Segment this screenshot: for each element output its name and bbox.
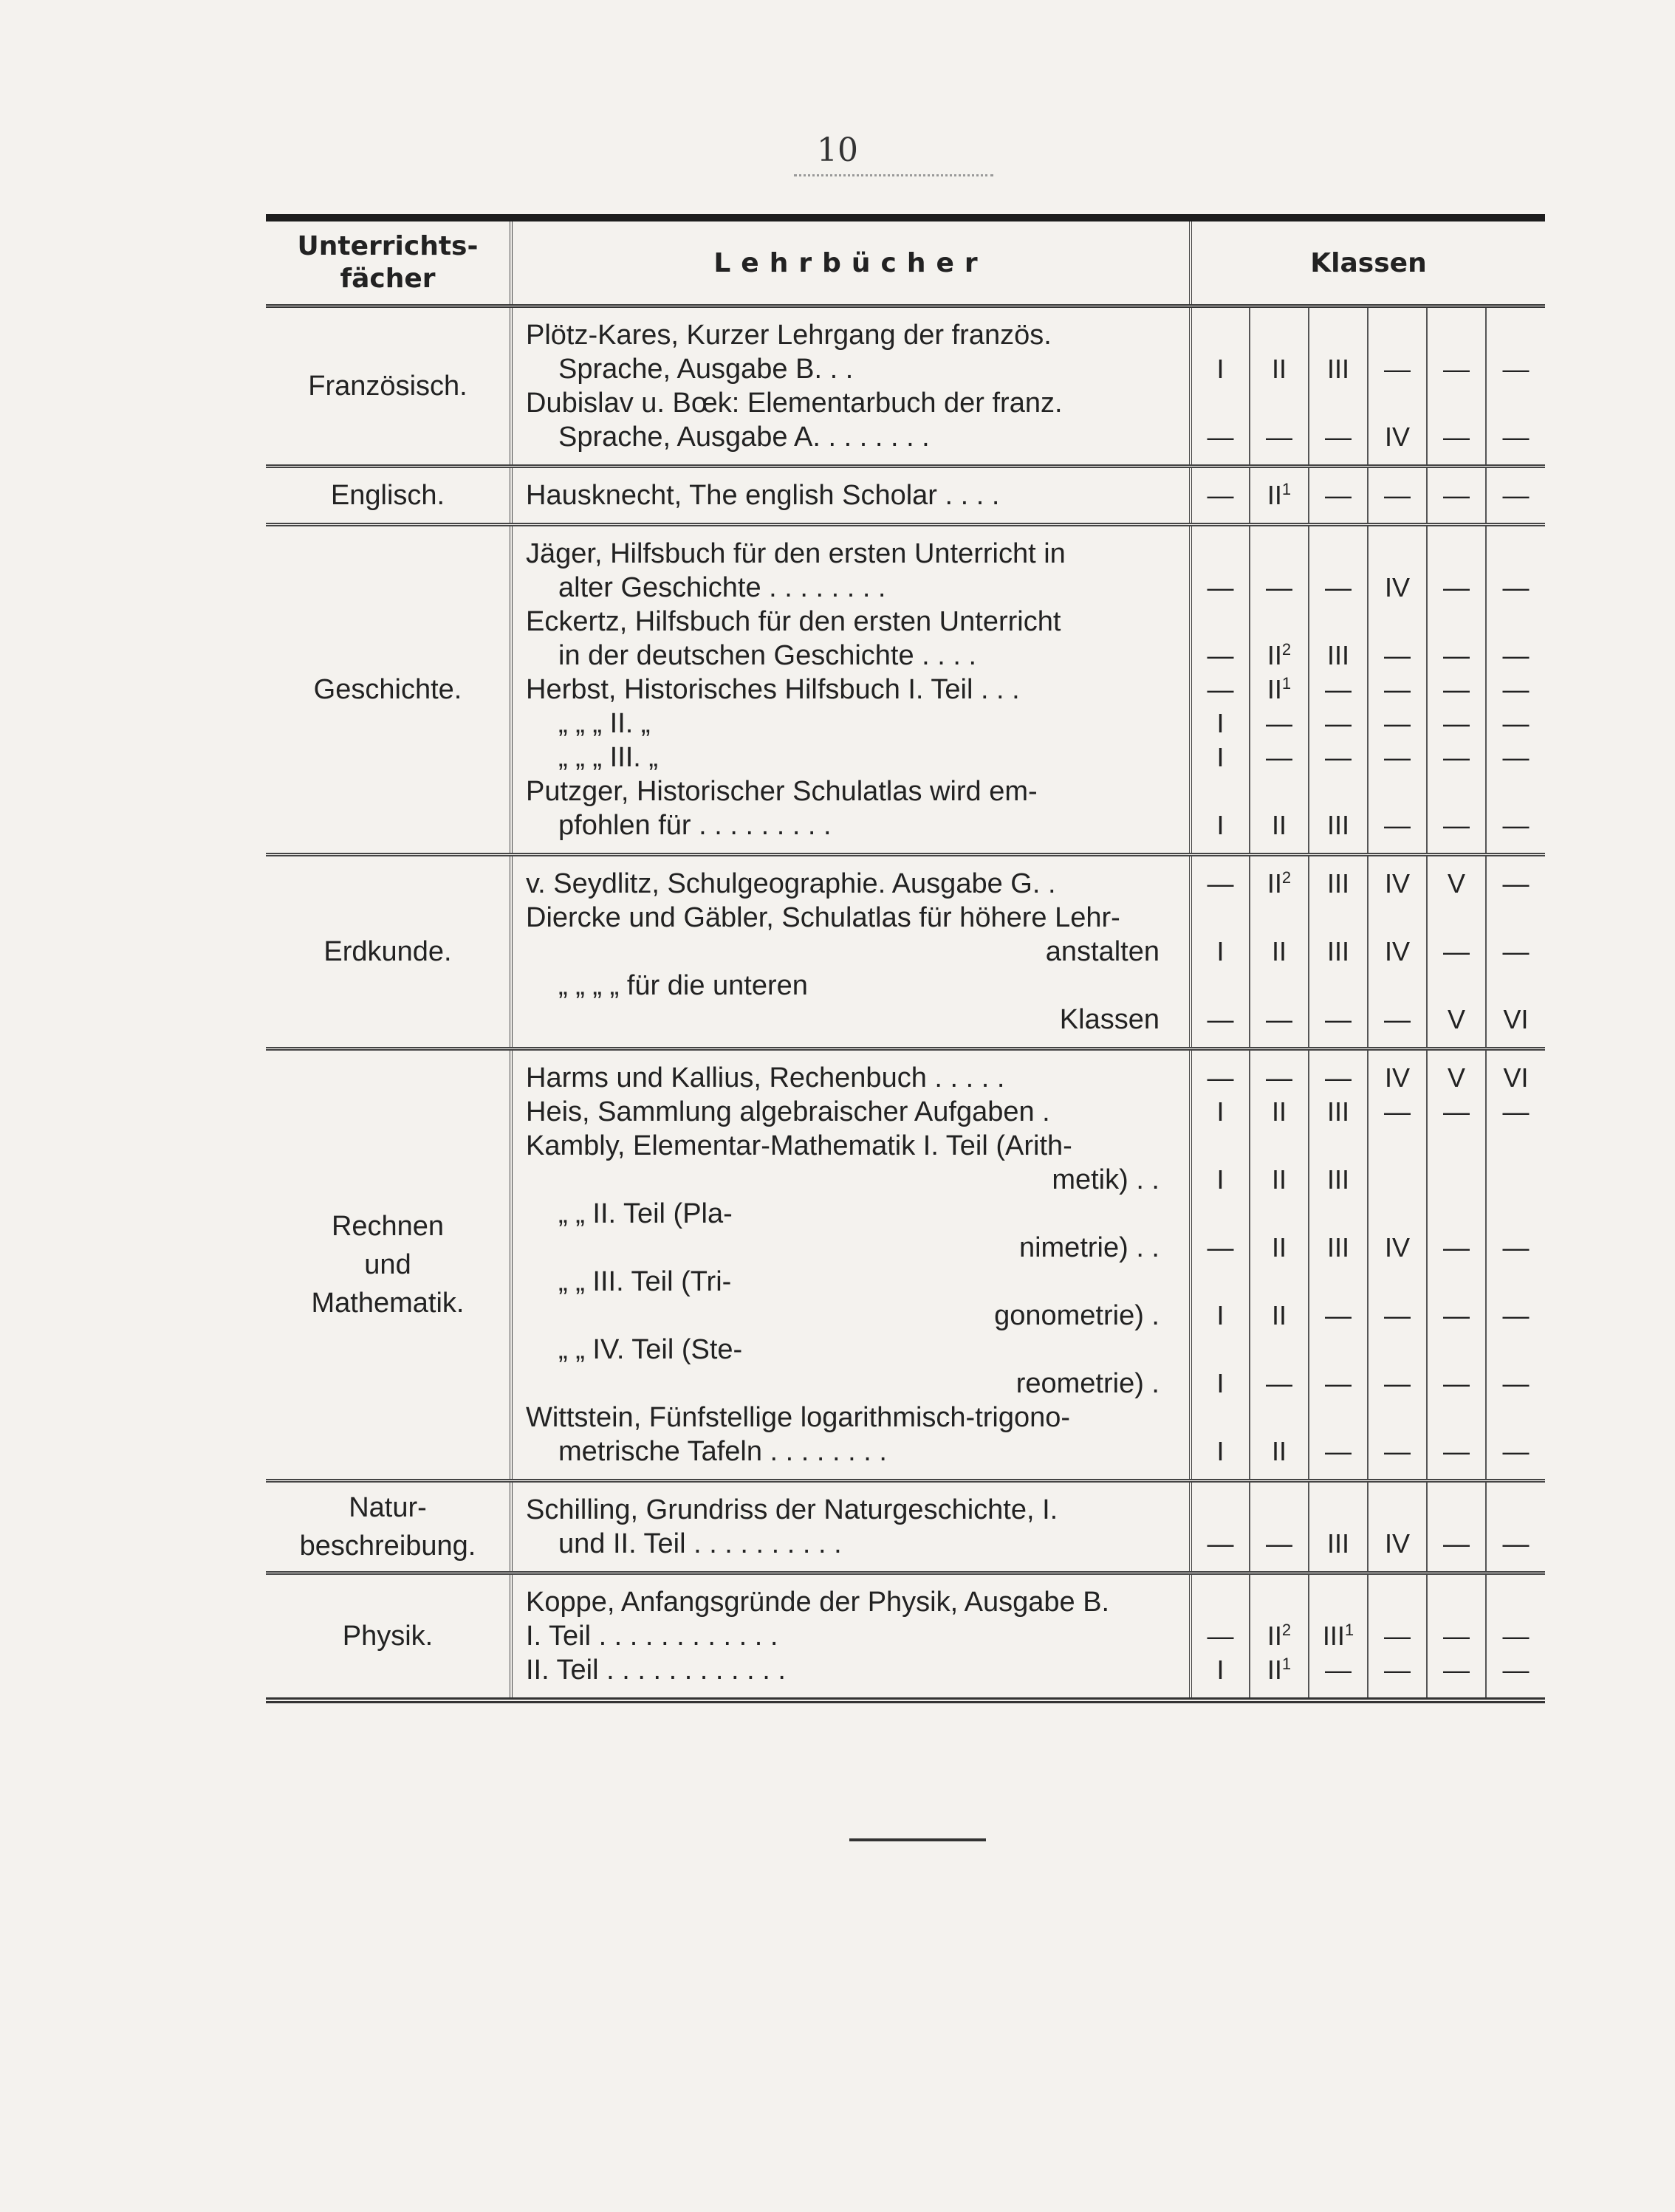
textbook-title: I. Teil . . . . . . . . . . . . [511,1619,1191,1653]
klasse-cell: I [1191,1653,1250,1700]
klasse-cell [1250,1197,1309,1231]
klasse-cell: — [1250,1049,1309,1096]
textbook-title: Herbst, Historisches Hilfsbuch I. Teil . . . [511,673,1191,707]
klasse-cell: — [1427,1299,1486,1333]
klasse-cell: — [1191,855,1250,901]
textbook-title: „ „ „ III. „ [511,741,1191,774]
klasse-cell [1486,901,1545,935]
klasse-cell: $II^2$ [1250,1619,1309,1653]
klasse-cell: — [1309,467,1368,525]
klasse-cell: I [1191,741,1250,774]
klasse-cell: I [1191,935,1250,969]
textbook-title: metrische Tafeln . . . . . . . . [511,1435,1191,1481]
klasse-cell: — [1427,420,1486,467]
subject-group [266,306,1545,467]
klasse-cell [1368,306,1427,353]
klasse-cell [1191,525,1250,571]
klasse-cell: I [1191,1095,1250,1129]
klasse-cell: IV [1368,420,1427,467]
klasse-cell [1486,1401,1545,1435]
klasse-cell: — [1427,1095,1486,1129]
klasse-cell [1191,306,1250,353]
klasse-cell [1368,1573,1427,1620]
klasse-cell: — [1191,1231,1250,1265]
textbook-title: nimetrie) . . [511,1231,1191,1265]
klasse-cell [1427,1163,1486,1197]
klasse-cell: — [1309,1003,1368,1049]
klasse-cell [1309,901,1368,935]
textbook-title: Schilling, Grundriss der Naturgeschichte, I. [511,1481,1191,1528]
klasse-cell: — [1250,1367,1309,1401]
klasse-cell: — [1486,1367,1545,1401]
klasse-cell [1427,605,1486,639]
klasse-cell: $II^1$ [1250,1653,1309,1700]
klasse-cell [1250,1573,1309,1620]
klasse-cell: — [1191,571,1250,605]
klasse-cell: — [1427,808,1486,855]
header-books: Lehrbücher [511,218,1191,306]
klasse-cell [1250,1481,1309,1528]
klasse-cell [1427,1197,1486,1231]
textbook-title: v. Seydlitz, Schulgeographie. Ausgabe G. . [511,855,1191,901]
klasse-cell [1368,525,1427,571]
header-subjects-line: fächer [340,264,436,294]
klasse-cell [1309,1401,1368,1435]
klasse-cell: — [1368,1299,1427,1333]
klasse-cell: IV [1368,935,1427,969]
klasse-cell: — [1368,673,1427,707]
klasse-cell: — [1309,1367,1368,1401]
klasse-cell [1427,1129,1486,1163]
klasse-cell: III [1309,1231,1368,1265]
klasse-cell: II [1250,808,1309,855]
klasse-cell [1250,1265,1309,1299]
klasse-cell: — [1427,571,1486,605]
subject-group [266,1049,1545,1481]
klasse-cell [1191,1401,1250,1435]
klasse-cell: — [1427,1435,1486,1481]
klasse-cell: — [1191,420,1250,467]
textbook-title: „ „ IV. Teil (Ste- [511,1333,1191,1367]
klasse-cell: — [1427,1231,1486,1265]
textbook-title: „ „ „ „ für die unteren [511,969,1191,1003]
klasse-cell [1191,969,1250,1003]
klasse-cell [1250,306,1309,353]
klasse-cell: — [1309,673,1368,707]
subject-group [266,467,1545,525]
klasse-cell: III$^1$ [1309,1619,1368,1653]
textbook-title: Koppe, Anfangsgründe der Physik, Ausgabe B. [511,1573,1191,1620]
klasse-cell [1368,774,1427,808]
textbook-title: II. Teil . . . . . . . . . . . . [511,1653,1191,1700]
klasse-cell [1309,386,1368,420]
klasse-cell [1486,1333,1545,1367]
table-row [266,467,1545,525]
klasse-cell: — [1309,1299,1368,1333]
klasse-cell [1309,605,1368,639]
klasse-cell: — [1427,741,1486,774]
klasse-cell: — [1368,1619,1427,1653]
textbook-title: Dubislav u. Bœk: Elementarbuch der franz. [511,386,1191,420]
klasse-cell [1309,1129,1368,1163]
textbook-title: in der deutschen Geschichte . . . . [511,639,1191,673]
textbook-table [266,214,1545,1703]
klasse-cell: — [1486,467,1545,525]
klasse-cell [1427,1481,1486,1528]
klasse-cell [1250,1333,1309,1367]
klasse-cell: $II^2$ [1250,855,1309,901]
klasse-cell [1486,969,1545,1003]
klasse-cell: — [1368,1003,1427,1049]
klasse-cell: IV [1368,1049,1427,1096]
subject-name: Rechnen und Mathematik. [266,1049,511,1481]
klasse-cell: — [1368,467,1427,525]
klasse-cell: III [1309,935,1368,969]
textbook-title: Diercke und Gäbler, Schulatlas für höhere Lehr- [511,901,1191,935]
klasse-cell: III [1309,1163,1368,1197]
klasse-cell: — [1191,1003,1250,1049]
klasse-cell [1427,901,1486,935]
klasse-cell [1309,1481,1368,1528]
klasse-cell: III [1309,1095,1368,1129]
klasse-cell [1250,969,1309,1003]
klasse-cell: — [1309,1653,1368,1700]
klasse-cell [1309,774,1368,808]
klasse-cell: — [1191,1619,1250,1653]
klasse-cell: — [1427,707,1486,741]
subject-group [266,1481,1545,1573]
klasse-cell [1427,1265,1486,1299]
klasse-cell [1309,1333,1368,1367]
klasse-cell [1250,774,1309,808]
textbook-title: Hausknecht, The english Scholar . . . . [511,467,1191,525]
klasse-cell: VI [1486,1003,1545,1049]
klasse-cell: II [1250,1163,1309,1197]
table-row [266,525,1545,571]
klasse-cell [1486,605,1545,639]
klasse-cell: I [1191,1163,1250,1197]
klasse-cell: I [1191,808,1250,855]
klasse-cell [1368,1333,1427,1367]
header-subjects-line: Unterrichts- [297,231,479,261]
table-row [266,855,1545,901]
klasse-cell [1368,969,1427,1003]
klasse-cell: — [1191,639,1250,673]
klasse-cell [1486,1163,1545,1197]
klasse-cell [1191,1265,1250,1299]
klasse-cell: — [1486,1299,1545,1333]
textbook-title: „ „ III. Teil (Tri- [511,1265,1191,1299]
klasse-cell: III [1309,808,1368,855]
klasse-cell [1368,1265,1427,1299]
klasse-cell: II [1250,935,1309,969]
klasse-cell: — [1250,1003,1309,1049]
klasse-cell [1368,1163,1427,1197]
klasse-cell [1191,774,1250,808]
klasse-cell: — [1427,639,1486,673]
textbook-title: metik) . . [511,1163,1191,1197]
klasse-cell: — [1427,467,1486,525]
klasse-cell: — [1486,1231,1545,1265]
textbook-title: pfohlen für . . . . . . . . . [511,808,1191,855]
klasse-cell [1368,1129,1427,1163]
header-klassen: Klassen [1191,218,1545,306]
klasse-cell [1486,1265,1545,1299]
klasse-cell: V [1427,855,1486,901]
klasse-cell: — [1250,571,1309,605]
klasse-cell: — [1486,1653,1545,1700]
klasse-cell [1368,1401,1427,1435]
textbook-title: und II. Teil . . . . . . . . . . [511,1527,1191,1573]
klasse-cell: III [1309,1527,1368,1573]
klasse-cell: — [1250,707,1309,741]
klasse-cell: — [1486,808,1545,855]
klasse-cell: — [1191,673,1250,707]
klasse-cell: — [1427,352,1486,386]
klasse-cell: — [1427,1619,1486,1653]
subject-group [266,1573,1545,1701]
page-number-underline [794,174,993,176]
klasse-cell: — [1486,741,1545,774]
table-row [266,1481,1545,1528]
klasse-cell: I [1191,1435,1250,1481]
klasse-cell: — [1486,1527,1545,1573]
klasse-cell [1191,1129,1250,1163]
klasse-cell: — [1309,741,1368,774]
klasse-cell [1368,605,1427,639]
subject-name: Englisch. [266,467,511,525]
klasse-cell [1486,1481,1545,1528]
textbook-title: Putzger, Historischer Schulatlas wird em- [511,774,1191,808]
textbook-title: Wittstein, Fünfstellige logarithmisch-trigono- [511,1401,1191,1435]
klasse-cell [1309,525,1368,571]
klasse-cell: VI [1486,1049,1545,1096]
klasse-cell: — [1486,639,1545,673]
klasse-cell: — [1427,935,1486,969]
klasse-cell: — [1486,1435,1545,1481]
klasse-cell: — [1486,571,1545,605]
klasse-cell [1427,1333,1486,1367]
textbook-title: Harms und Kallius, Rechenbuch . . . . . [511,1049,1191,1096]
klasse-cell [1250,386,1309,420]
textbook-title: Sprache, Ausgabe B. . . [511,352,1191,386]
textbook-title: Sprache, Ausgabe A. . . . . . . . [511,420,1191,467]
klasse-cell [1250,1401,1309,1435]
subject-name: Physik. [266,1573,511,1701]
klasse-cell: — [1368,1653,1427,1700]
klasse-cell: III [1309,352,1368,386]
klasse-cell: II [1250,1299,1309,1333]
klasse-cell: — [1368,707,1427,741]
klasse-cell: I [1191,1299,1250,1333]
klasse-cell [1309,969,1368,1003]
klasse-cell [1486,525,1545,571]
textbook-title: alter Geschichte . . . . . . . . [511,571,1191,605]
klasse-cell: II [1250,1095,1309,1129]
klasse-cell: — [1427,673,1486,707]
klasse-cell: $II^1$ [1250,673,1309,707]
subject-name: Erdkunde. [266,855,511,1049]
textbook-title: Kambly, Elementar-Mathematik I. Teil (Arith- [511,1129,1191,1163]
klasse-cell: IV [1368,1231,1427,1265]
klasse-cell [1486,774,1545,808]
klasse-cell: — [1427,1527,1486,1573]
klasse-cell: — [1309,420,1368,467]
klasse-cell [1427,1573,1486,1620]
klasse-cell [1368,1481,1427,1528]
klasse-cell [1486,1197,1545,1231]
klasse-cell: I [1191,707,1250,741]
header-subjects [266,218,511,306]
klasse-cell: — [1427,1653,1486,1700]
klasse-cell [1309,1265,1368,1299]
klasse-cell: — [1250,1527,1309,1573]
klasse-cell [1250,525,1309,571]
klasse-cell [1309,306,1368,353]
klasse-cell: — [1486,1619,1545,1653]
subject-name: Französisch. [266,306,511,467]
klasse-cell: — [1309,571,1368,605]
klasse-cell: — [1486,352,1545,386]
klasse-cell [1191,605,1250,639]
klasse-cell: — [1368,1435,1427,1481]
klasse-cell: — [1250,420,1309,467]
klasse-cell [1250,605,1309,639]
klasse-cell: — [1309,1049,1368,1096]
closing-rule [849,1838,986,1841]
klasse-cell: IV [1368,1527,1427,1573]
textbook-title: reometrie) . [511,1367,1191,1401]
textbook-title: gonometrie) . [511,1299,1191,1333]
klasse-cell: — [1368,1095,1427,1129]
klasse-cell: II [1250,1435,1309,1481]
klasse-cell: — [1486,935,1545,969]
klasse-cell: — [1368,639,1427,673]
klasse-cell: — [1427,1367,1486,1401]
klasse-cell [1427,774,1486,808]
textbook-title: Plötz-Kares, Kurzer Lehrgang der französ. [511,306,1191,353]
table-row [266,306,1545,353]
klasse-cell [1427,306,1486,353]
klasse-cell: — [1486,1095,1545,1129]
klasse-cell: — [1368,352,1427,386]
klasse-cell: $II^1$ [1250,467,1309,525]
klasse-cell: III [1309,855,1368,901]
subject-group [266,525,1545,855]
textbook-title: „ „ II. Teil (Pla- [511,1197,1191,1231]
klasse-cell: — [1486,707,1545,741]
klasse-cell: — [1368,808,1427,855]
klasse-cell: — [1191,1527,1250,1573]
klasse-cell [1191,901,1250,935]
page-number: 10 [817,131,858,169]
klasse-cell: V [1427,1049,1486,1096]
klasse-cell: — [1486,420,1545,467]
klasse-cell: — [1486,673,1545,707]
klasse-cell [1309,1573,1368,1620]
klasse-cell: — [1368,1367,1427,1401]
klasse-cell [1427,525,1486,571]
klasse-cell [1191,1333,1250,1367]
klasse-cell [1368,386,1427,420]
klasse-cell [1191,1481,1250,1528]
klasse-cell [1486,1129,1545,1163]
klasse-cell [1309,1197,1368,1231]
klasse-cell [1191,1197,1250,1231]
klasse-cell: $II^2$ [1250,639,1309,673]
klasse-cell: — [1309,1435,1368,1481]
klasse-cell [1250,901,1309,935]
klasse-cell: — [1486,855,1545,901]
klasse-cell [1368,901,1427,935]
subject-group [266,855,1545,1049]
klasse-cell [1427,969,1486,1003]
textbook-title: Jäger, Hilfsbuch für den ersten Unterricht in [511,525,1191,571]
table-row [266,1049,1545,1096]
klasse-cell: IV [1368,571,1427,605]
klasse-cell [1368,1197,1427,1231]
subject-name: Geschichte. [266,525,511,855]
table-row [266,1573,1545,1620]
klasse-cell [1250,1129,1309,1163]
klasse-cell: II [1250,1231,1309,1265]
klasse-cell [1486,306,1545,353]
klasse-cell [1427,1401,1486,1435]
klasse-cell: V [1427,1003,1486,1049]
subject-name: Natur- beschreibung. [266,1481,511,1573]
klasse-cell [1191,386,1250,420]
klasse-cell [1486,386,1545,420]
textbook-title: anstalten [511,935,1191,969]
klasse-cell [1191,1573,1250,1620]
klasse-cell: IV [1368,855,1427,901]
klasse-cell: — [1191,467,1250,525]
textbook-title: Klassen [511,1003,1191,1049]
textbook-title: Heis, Sammlung algebraischer Aufgaben . [511,1095,1191,1129]
klasse-cell: — [1250,741,1309,774]
klasse-cell: II [1250,352,1309,386]
klasse-cell: I [1191,352,1250,386]
textbook-title: „ „ „ II. „ [511,707,1191,741]
klasse-cell: III [1309,639,1368,673]
klasse-cell: — [1191,1049,1250,1096]
klasse-cell: I [1191,1367,1250,1401]
klasse-cell: — [1368,741,1427,774]
klasse-cell: — [1309,707,1368,741]
textbook-title: Eckertz, Hilfsbuch für den ersten Unterricht [511,605,1191,639]
table-header-row [266,218,1545,306]
klasse-cell [1486,1573,1545,1620]
klasse-cell [1427,386,1486,420]
